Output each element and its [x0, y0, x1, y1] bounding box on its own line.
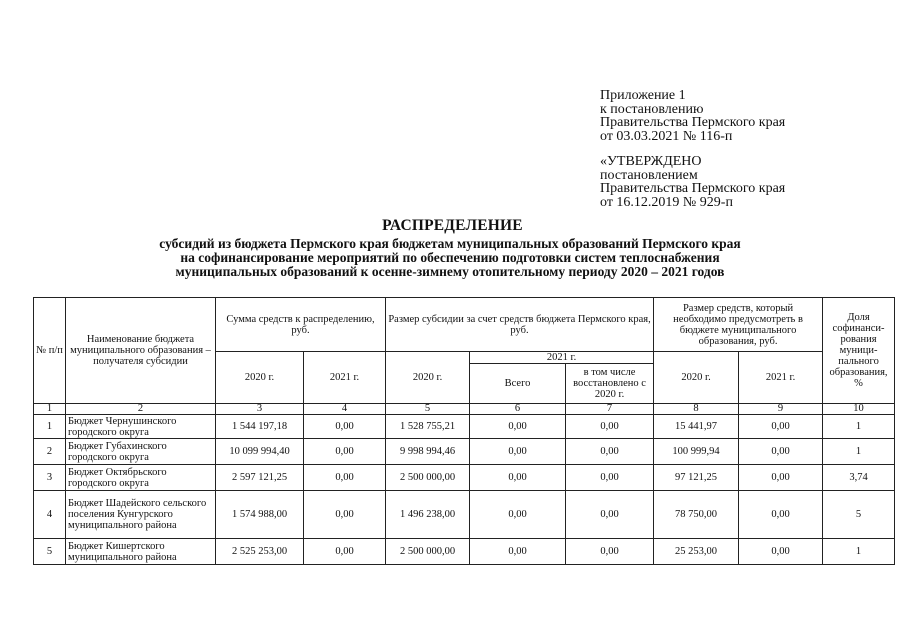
- header-sum: Сумма средств к распределению, руб.: [216, 298, 386, 352]
- header-own-2021: 2021 г.: [739, 352, 823, 404]
- row-own-2021: 0,00: [739, 465, 823, 491]
- row-own-2020: 25 253,00: [654, 539, 739, 565]
- subtitle-line: на софинансирование мероприятий по обеспечению подготовки систем теплоснабжения: [180, 250, 720, 265]
- header-total: Всего: [470, 364, 566, 404]
- header-share: Доля софинанси-рования муници-пального образования, %: [823, 298, 895, 404]
- approved-line: «УТВЕРЖДЕНО: [600, 154, 702, 169]
- table-row: [34, 491, 895, 539]
- row-sum-2020: 1 574 988,00: [216, 491, 304, 539]
- row-sum-2020: 2 597 121,25: [216, 465, 304, 491]
- row-sum-2021: 0,00: [304, 415, 386, 439]
- row-sub-2021: 0,00: [470, 465, 566, 491]
- distribution-table: [33, 297, 895, 565]
- document-subtitle: [100, 237, 800, 279]
- row-share: 1: [823, 439, 895, 465]
- col-number: 3: [216, 404, 304, 415]
- row-sum-2020: 1 544 197,18: [216, 415, 304, 439]
- col-number: 10: [823, 404, 895, 415]
- header-num: № п/п: [34, 298, 66, 404]
- row-share: 1: [823, 539, 895, 565]
- row-sum-2021: 0,00: [304, 491, 386, 539]
- subtitle-line: муниципальных образований к осенне-зимнему отопительному периоду 2020 – 2021 годов: [175, 264, 725, 279]
- row-restored: 0,00: [566, 465, 654, 491]
- row-own-2020: 100 999,94: [654, 439, 739, 465]
- col-number: 4: [304, 404, 386, 415]
- row-own-2020: 97 121,25: [654, 465, 739, 491]
- row-share: 1: [823, 415, 895, 439]
- row-name: Бюджет Октябрьского городского округа: [66, 465, 216, 491]
- appendix-line: Приложение 1: [600, 88, 686, 103]
- row-restored: 0,00: [566, 491, 654, 539]
- header-sub-2021-group: 2021 г.: [470, 352, 654, 364]
- col-number: 7: [566, 404, 654, 415]
- header-own: Размер средств, который необходимо предусмотреть в бюджете муниципального образования, руб.: [654, 298, 823, 352]
- row-sub-2021: 0,00: [470, 415, 566, 439]
- row-num: 3: [34, 465, 66, 491]
- approved-line: постановлением: [600, 167, 698, 183]
- row-sub-2021: 0,00: [470, 539, 566, 565]
- col-number: 9: [739, 404, 823, 415]
- row-own-2021: 0,00: [739, 439, 823, 465]
- row-name: Бюджет Шадейского сельского поселения Кунгурского муниципального района: [66, 491, 216, 539]
- row-sub-2020: 2 500 000,00: [386, 465, 470, 491]
- row-num: 4: [34, 491, 66, 539]
- appendix-line: Правительства Пермского края: [600, 115, 786, 130]
- row-own-2020: 78 750,00: [654, 491, 739, 539]
- row-num: 2: [34, 439, 66, 465]
- row-restored: 0,00: [566, 439, 654, 465]
- appendix-line: от 03.03.2021 № 116-п: [600, 128, 733, 144]
- approved-line: от 16.12.2019 № 929-п: [600, 194, 733, 210]
- row-sum-2020: 2 525 253,00: [216, 539, 304, 565]
- row-num: 5: [34, 539, 66, 565]
- header-restored: в том числе восстановлено с 2020 г.: [566, 364, 654, 404]
- header-own-2020: 2020 г.: [654, 352, 739, 404]
- col-number: 6: [470, 404, 566, 415]
- row-sub-2021: 0,00: [470, 439, 566, 465]
- table-row: [34, 439, 895, 465]
- col-number: 8: [654, 404, 739, 415]
- appendix-line: к постановлению: [600, 101, 704, 117]
- document-title: РАСПРЕДЕЛЕНИЕ: [382, 217, 523, 234]
- header-sum-2020: 2020 г.: [216, 352, 304, 404]
- row-sub-2020: 1 496 238,00: [386, 491, 470, 539]
- approved-block: [600, 155, 890, 209]
- table-row: [34, 539, 895, 565]
- header-sum-2021: 2021 г.: [304, 352, 386, 404]
- row-own-2020: 15 441,97: [654, 415, 739, 439]
- col-number: 5: [386, 404, 470, 415]
- row-own-2021: 0,00: [739, 491, 823, 539]
- row-sub-2020: 9 998 994,46: [386, 439, 470, 465]
- row-name: Бюджет Губахинского городского округа: [66, 439, 216, 465]
- table-row: [34, 415, 895, 439]
- row-share: 3,74: [823, 465, 895, 491]
- approved-line: Правительства Пермского края: [600, 181, 786, 196]
- row-own-2021: 0,00: [739, 415, 823, 439]
- row-sum-2021: 0,00: [304, 539, 386, 565]
- row-sub-2021: 0,00: [470, 491, 566, 539]
- table-row: [34, 465, 895, 491]
- row-name: Бюджет Чернушинского городского округа: [66, 415, 216, 439]
- row-share: 5: [823, 491, 895, 539]
- row-sum-2020: 10 099 994,40: [216, 439, 304, 465]
- row-restored: 0,00: [566, 415, 654, 439]
- subtitle-line: субсидий из бюджета Пермского края бюджетам муниципальных образований Пермского края: [159, 236, 741, 251]
- row-sub-2020: 2 500 000,00: [386, 539, 470, 565]
- row-sum-2021: 0,00: [304, 465, 386, 491]
- col-number: 2: [66, 404, 216, 415]
- row-sub-2020: 1 528 755,21: [386, 415, 470, 439]
- row-sum-2021: 0,00: [304, 439, 386, 465]
- col-number: 1: [34, 404, 66, 415]
- row-name: Бюджет Кишертского муниципального района: [66, 539, 216, 565]
- row-restored: 0,00: [566, 539, 654, 565]
- header-name: Наименование бюджета муниципального образования – получателя субсидии: [66, 298, 216, 404]
- row-own-2021: 0,00: [739, 539, 823, 565]
- appendix-block: [600, 89, 890, 143]
- header-sub-2020: 2020 г.: [386, 352, 470, 404]
- row-num: 1: [34, 415, 66, 439]
- header-subsidy: Размер субсидии за счет средств бюджета Пермского края, руб.: [386, 298, 654, 352]
